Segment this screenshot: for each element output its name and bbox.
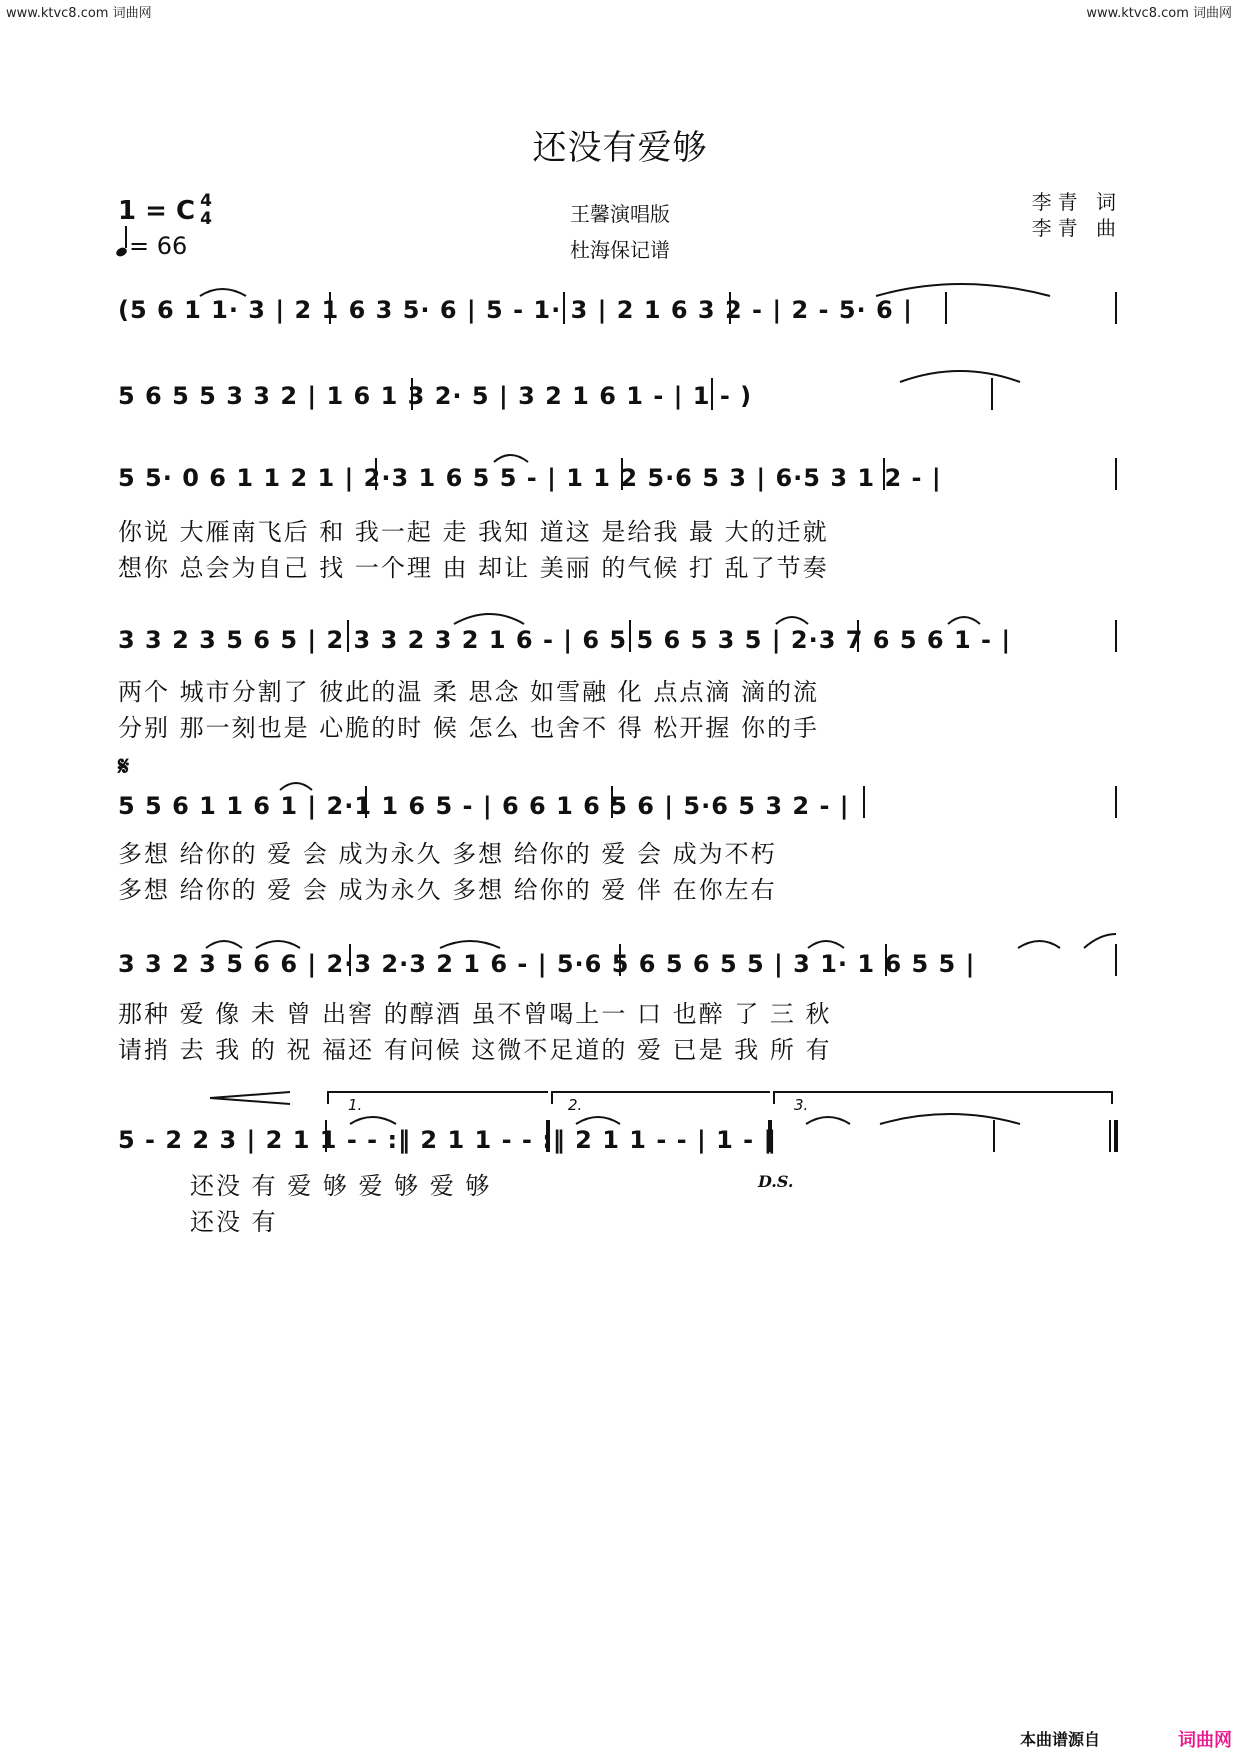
slur-17 <box>806 1117 850 1124</box>
volta-2: 2. <box>568 1096 583 1114</box>
lyric-line-4b: 分别 那一刻也是 心脆的时 候 怎么 也舍不 得 松开握 你的手 <box>118 714 820 742</box>
volta-bracket-2 <box>552 1092 770 1104</box>
lyric-line-3a: 你说 大雁南飞后 和 我一起 走 我知 道这 是给我 最 大的迁就 <box>118 518 829 546</box>
slur-2 <box>876 284 1050 296</box>
thick-bar-lines <box>548 1120 1116 1152</box>
lyric-line-7b: 还没 有 <box>190 1208 278 1236</box>
slur-18 <box>880 1114 1020 1124</box>
volta-1: 1. <box>348 1096 363 1114</box>
lyric-line-6a: 那种 爱 像 未 曾 出窖 的醇酒 虽不曾喝上一 口 也醉 了 三 秋 <box>118 1000 832 1028</box>
composer-credit: 李青 曲 <box>1031 216 1122 240</box>
notation-line-3: 5 5· 0 6 1 1 2 1 | 2·3 1 6 5 5 - | 1 1 2 5·6 5 3 | 6·5 3 1 2 - | <box>118 464 942 492</box>
slur-8 <box>280 783 312 790</box>
lyricist-credit: 李青 词 <box>1031 190 1122 214</box>
source-note: 本曲谱源自 <box>1019 1730 1100 1749</box>
bar-lines <box>326 292 1116 1152</box>
ds-marking: D.S. <box>758 1172 794 1191</box>
slur-10 <box>256 941 300 948</box>
lyric-line-3b: 想你 总会为自己 找 一个理 由 却让 美丽 的气候 打 乱了节奏 <box>118 554 829 582</box>
watermark-right: www.ktvc8.com 词曲网 <box>1086 6 1232 21</box>
volta-bracket-1 <box>328 1092 548 1104</box>
time-top: 4 <box>200 191 212 211</box>
slur-5 <box>454 614 524 624</box>
notation-line-6: 3 3 2 3 5 6 6 | 2·3 2·3 2 1 6 - | 5·6 5 6 5 6 5 5 | 3 1· 1 6 5 5 | <box>118 950 976 978</box>
notation-line-5: 5 5 6 1 1 6 1 | 2·1 1 6 5 - | 6 6 1 6 5 6 | 5·6 5 3 2 - | <box>118 792 850 820</box>
tempo-value: = 66 <box>129 232 188 260</box>
version-label: 王馨演唱版 <box>570 202 670 226</box>
transcriber-label: 杜海保记谱 <box>570 238 670 262</box>
notation-line-4: 3 3 2 3 5 6 5 | 2 3 3 2 3 2 1 6 - | 6 5 5 6 5 3 5 | 2·3 7 6 5 6 1 - | <box>118 626 1012 654</box>
lyric-line-5b: 多想 给你的 爱 会 成为永久 多想 给你的 爱 伴 在你左右 <box>118 876 777 904</box>
time-bottom: 4 <box>200 209 212 229</box>
slur-3 <box>900 371 1020 382</box>
slur-13 <box>1018 941 1060 948</box>
key-signature: 1 = C <box>118 196 196 226</box>
segno-sign: 𝄋 <box>118 752 130 782</box>
notation-line-2: 5 6 5 5 3 3 2 | 1 6 1 3 2· 5 | 3 2 1 6 1 - | 1 - ) <box>118 382 753 410</box>
slur-16 <box>576 1117 620 1124</box>
slur-12 <box>808 941 844 948</box>
watermark-left: www.ktvc8.com 词曲网 <box>6 6 152 21</box>
slur-6 <box>776 617 808 624</box>
notation-line-7: 5 - 2 2 3 | 2 1 1 - - :‖ 2 1 1 - - :‖ 2 1 1 - - | 1 - ‖ <box>118 1126 777 1154</box>
slur-4 <box>494 455 528 462</box>
slur-15 <box>350 1117 396 1124</box>
volta-bracket-3 <box>774 1092 1112 1104</box>
slur-9 <box>206 941 242 948</box>
site-logo: 词曲网 <box>1178 1730 1232 1751</box>
lyric-line-4a: 两个 城市分割了 彼此的温 柔 思念 如雪融 化 点点滴 滴的流 <box>118 678 820 706</box>
slur-11 <box>440 941 500 948</box>
hairpin <box>210 1092 290 1104</box>
slur-7 <box>948 617 980 624</box>
lyric-line-6b: 请捎 去 我 的 祝 福还 有问候 这微不足道的 爱 已是 我 所 有 <box>118 1036 832 1064</box>
slur-14 <box>1084 934 1116 948</box>
song-title: 还没有爱够 <box>532 128 708 168</box>
notation-line-1: (5 6 1 1· 3 | 2 1 6 3 5· 6 | 5 - 1· 3 | 2 1 6 3 2 - | 2 - 5· 6 | <box>118 296 913 324</box>
lyric-line-5a: 多想 给你的 爱 会 成为永久 多想 给你的 爱 会 成为不朽 <box>118 840 777 868</box>
slur-1 <box>200 289 246 296</box>
lyric-line-7a: 还没 有 爱 够 爱 够 爱 够 <box>190 1172 492 1200</box>
volta-3: 3. <box>794 1096 809 1114</box>
